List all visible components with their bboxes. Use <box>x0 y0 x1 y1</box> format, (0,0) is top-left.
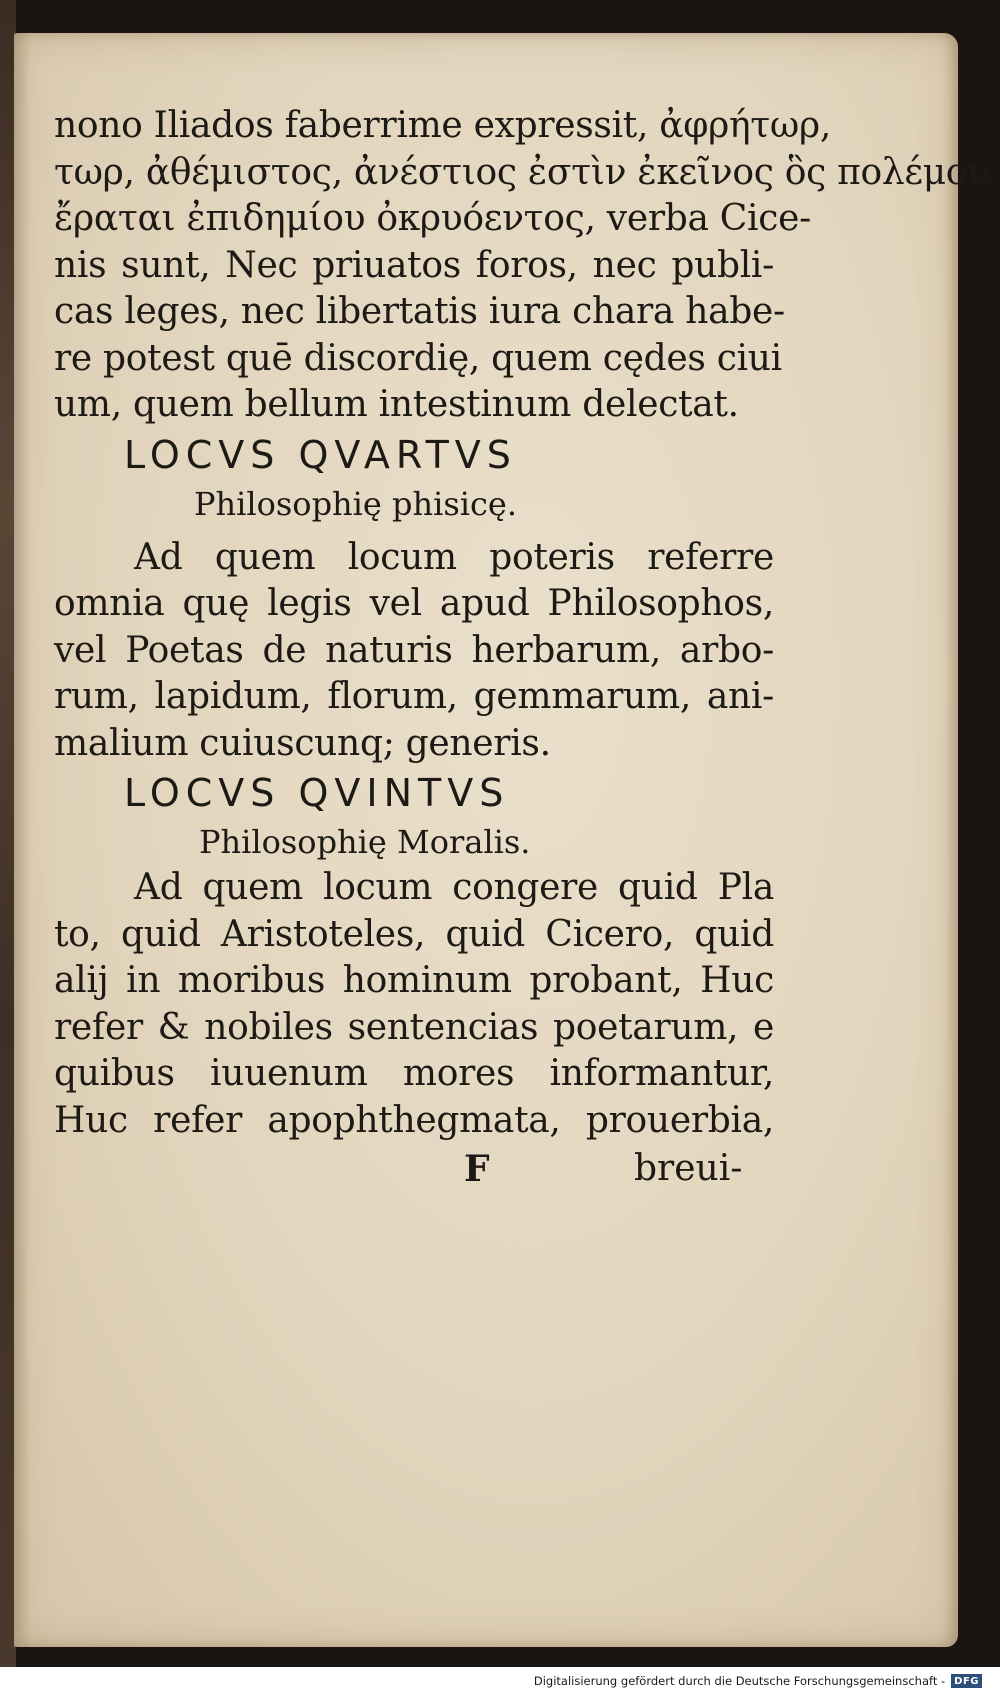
signature-line <box>54 1144 774 1194</box>
text-line: vel Poetas de naturis herbarum, arbo- <box>54 629 774 671</box>
signature-mark: F <box>464 1148 490 1190</box>
text-line: to, quid Aristoteles, quid Cicero, quid <box>54 913 774 955</box>
text-line: quibus iuuenum mores informantur, <box>54 1053 774 1094</box>
text-line: Huc refer apophthegmata, prouerbia, <box>54 1099 774 1141</box>
text-line: nono Iliados faberrime expressit, ἀφρήτωρ, <box>54 105 831 146</box>
text-line: cas leges, nec libertatis iura chara habe- <box>54 291 785 332</box>
text-line: alij in moribus hominum probant, Huc <box>54 960 774 1001</box>
text-line: Ad quem locum congere quid Pla <box>134 867 774 908</box>
section-heading-quartus: LOCVS QVARTVS <box>124 432 517 477</box>
section-heading-quintus: LOCVS QVINTVS <box>124 771 510 815</box>
text-line: rum, lapidum, florum, gemmarum, ani- <box>54 676 774 717</box>
text-line: τωρ, ἀθέμιστος, ἀνέστιος ἐστὶν ἐκεῖνος ὃς πολέμου <box>54 151 989 193</box>
text-line: Ad quem locum poteris referre <box>134 536 774 578</box>
text-line: re potest quē discordię, quem cędes ciui <box>54 337 782 379</box>
text-line: um, quem bellum intestinum delectat. <box>54 384 739 425</box>
book-page <box>14 33 989 1647</box>
text-line: nis sunt, Nec priuatos foros, nec publi- <box>54 244 774 286</box>
page-text <box>54 103 989 1194</box>
text-line: refer & nobiles sentencias poetarum, e <box>54 1006 774 1048</box>
text-line: malium cuiuscunq; generis. <box>54 722 551 764</box>
section-subheading-quartus: Philosophię phisicę. <box>194 484 518 523</box>
dfg-logo-icon: DFG <box>951 1674 982 1688</box>
funding-footer <box>528 1671 986 1691</box>
funding-text: Digitalisierung gefördert durch die Deutsche Forschungsgemeinschaft - <box>533 1674 946 1688</box>
section-subheading-quintus: Philosophię Moralis. <box>199 823 531 861</box>
catchword: breui- <box>634 1148 743 1189</box>
text-line: omnia quę legis vel apud Philosophos, <box>54 583 774 624</box>
text-line: ἔραται ἐπιδημίου ὀκρυόεντος, verba Cice- <box>54 198 811 239</box>
